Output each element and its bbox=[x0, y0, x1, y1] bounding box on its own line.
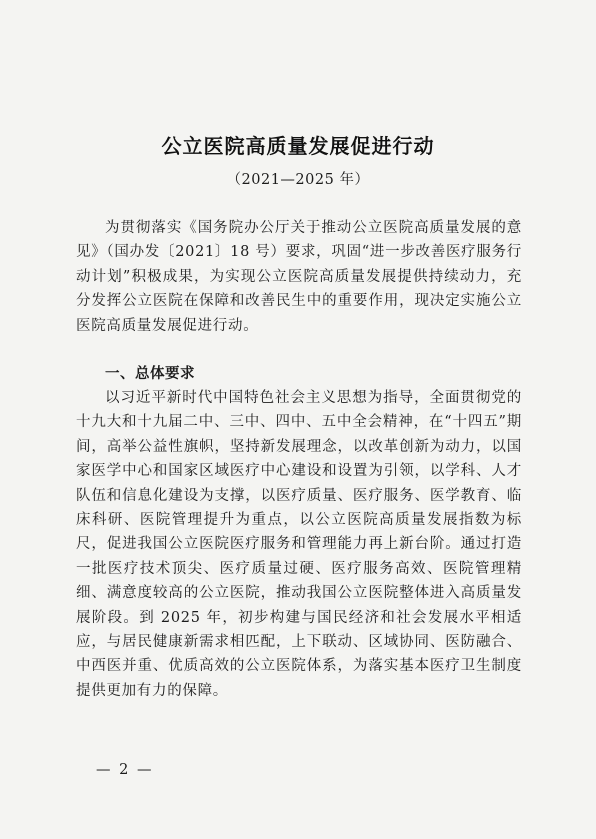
intro-paragraph-text: 为贯彻落实《国务院办公厅关于推动公立医院高质量发展的意见》（国办发〔2021〕18 号）要求，巩固“进一步改善医疗服务行动计划”积极成果，为实现公立医院高质量发展提供持续动力，充分发挥公立医院在保障和改善民生中的重要作用，现决定实施公立医院高质量发展促进行动。 bbox=[76, 220, 522, 334]
section-paragraph-text: 以习近平新时代中国特色社会主义思想为指导，全面贯彻党的十九大和十九届二中、三中、四中、五中全会精神，在“十四五”期间，高举公益性旗帜，坚持新发展理念，以改革创新为动力，以国家医学中心和国家区域医疗中心建设和设置为引领，以学科、人才队伍和信息化建设为支撑，以医疗质量、医疗服务、医学教育、临床科研、医院管理提升为重点，以公立医院高质量发展指数为标尺，促进我国公立医院医疗服务和管理能力再上新台阶。通过打造一批医疗技术顶尖、医疗质量过硬、医疗服务高效、医院管理精细、满意度较高的公立医院，推动我国公立医院整体进入高质量发展阶段。到 2025 年，初步构建与国民经济和社会发展水平相适应，与居民健康新需求相匹配，上下联动、区域协同、医防融合、中西医并重、优质高效的公立医院体系，为落实基本医疗卫生制度提供更加有力的保障。 bbox=[76, 390, 522, 699]
document-title: 公立医院高质量发展促进行动 bbox=[161, 134, 435, 158]
page-number: — 2 — bbox=[96, 762, 154, 778]
document-subtitle: （2021—2025 年） bbox=[226, 172, 370, 188]
section-paragraph bbox=[76, 386, 522, 703]
intro-paragraph bbox=[76, 216, 522, 338]
section-heading: 一、总体要求 bbox=[105, 366, 195, 382]
